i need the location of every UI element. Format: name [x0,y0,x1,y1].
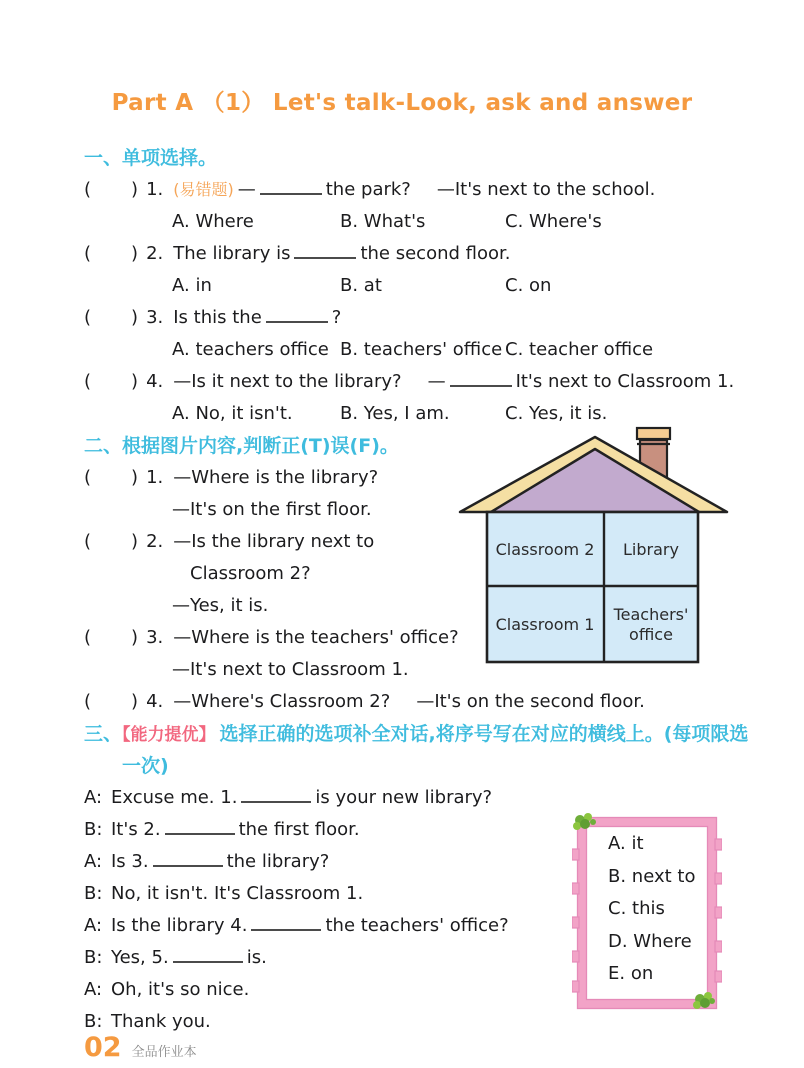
fill-in-blank [251,929,321,931]
page-number: 02 [84,1032,122,1063]
answer-text: It's next to Classroom 1. [515,371,735,392]
tf-question-2-continuation: Classroom 2? [190,563,311,584]
options-box-list [608,828,718,991]
tf-question-2-answer: —Yes, it is. [172,595,269,616]
mc-option: A. No, it isn't. [172,403,293,424]
answer-text: —It's on the second floor. [416,691,645,712]
mc-option: B. teachers' office [340,339,503,360]
question-text: —Where is the library? [173,467,379,488]
mc-option: C. on [505,275,552,296]
page-title: Part A （1） Let's talk-Look, ask and answer [111,90,693,116]
answer-bracket: ( ) [84,627,139,648]
speaker-label: A: [84,915,103,936]
question-number: 4. [146,371,164,392]
mc-option: B. What's [340,211,426,232]
section-instruction: 选择正确的选项补全对话,将序号写在对应的横线上。(每项限选 [219,723,749,745]
dialog-text: No, it isn't. It's Classroom 1. [111,883,364,904]
box-option: A. it [608,833,644,854]
answer-text: — [427,371,446,392]
speaker-label: B: [84,947,103,968]
dialog-text: Thank you. [111,1011,211,1032]
dialog-text: the teachers' office? [325,915,509,936]
tf-question-3-answer: —It's next to Classroom 1. [172,659,409,680]
question-number: 3. [146,307,164,328]
fill-in-blank [266,321,328,323]
box-option: D. Where [608,930,692,952]
answer-bracket: ( ) [84,531,139,552]
answer-bracket: ( ) [84,243,139,264]
question-text: the park? [325,179,411,200]
section-2-heading: 二、根据图片内容,判断正(T)误(F)。 [84,435,399,457]
answer-bracket: ( ) [84,691,139,712]
dialog-text: Is the library 4. [111,915,248,936]
room-label-teachers-office-line2: office [629,625,673,644]
mc-options-1 [0,206,804,238]
question-number: 1. [146,179,164,200]
fill-in-blank [241,801,311,803]
mc-option: C. Where's [505,211,602,232]
speaker-label: A: [84,851,103,872]
question-number: 4. [146,691,164,712]
question-number: 1. [146,467,164,488]
question-text: ? [331,307,342,328]
house-illustration [455,422,804,672]
mc-question-4 [0,366,804,398]
mc-options-3 [0,334,804,366]
question-text: — [237,179,256,200]
fill-in-blank [260,193,322,195]
box-option: B. next to [608,865,696,887]
fill-in-blank [153,865,223,867]
speaker-label: B: [84,819,103,840]
question-text: The library is [173,243,291,264]
room-label-classroom-2: Classroom 2 [495,540,595,559]
dialog-text: is. [246,947,267,968]
room-label-teachers-office: Teachers' [613,605,689,624]
answer-bracket: ( ) [84,467,139,488]
brand-name: 全品作业本 [131,1045,197,1060]
mc-question-3 [0,302,804,334]
mc-question-1 [0,174,804,206]
speaker-label: B: [84,883,103,904]
page-footer [84,1032,197,1063]
mc-option: A. in [172,275,212,296]
fill-in-blank [450,385,512,387]
answer-bracket: ( ) [84,371,139,392]
section-1-heading: 一、单项选择。 [84,147,218,169]
fill-in-blank [173,961,243,963]
dialog-text: Oh, it's so nice. [111,979,250,1000]
question-text: —Where's Classroom 2? [173,691,391,712]
speaker-label: A: [84,787,103,808]
section-3-heading [0,718,804,750]
question-text: —Is the library next to [173,531,375,552]
dialog-line-1 [0,782,804,814]
fill-in-blank [165,833,235,835]
fill-in-blank [294,257,356,259]
question-number: 2. [146,243,164,264]
room-label-library: Library [623,540,679,559]
mc-question-2 [0,238,804,270]
tf-question-4 [0,686,804,718]
mc-option: B. at [340,275,382,296]
speaker-label: A: [84,979,103,1000]
question-text: —Is it next to the library? [173,371,402,392]
dialog-text: Yes, 5. [111,947,169,968]
tf-question-1-answer: —It's on the first floor. [172,499,372,520]
question-number: 3. [146,627,164,648]
mc-option: A. Where [172,211,254,232]
question-number: 2. [146,531,164,552]
mc-option: C. Yes, it is. [505,403,608,424]
title-wrap [0,0,804,114]
dialog-text: the library? [226,851,330,872]
section-3-heading-line2: 一次) [122,755,169,777]
room-label-classroom-1: Classroom 1 [495,615,595,634]
question-text: Is this the [173,307,262,328]
dialog-text: Excuse me. 1. [111,787,238,808]
question-text: —Where is the teachers' office? [173,627,459,648]
answer-text: —It's next to the school. [436,179,656,200]
mc-option: C. teacher office [505,339,654,360]
answer-bracket: ( ) [84,179,139,200]
ability-boost-tag: 【能力提优】 [122,725,216,745]
dialog-text: Is 3. [111,851,149,872]
dialog-text: the first floor. [238,819,360,840]
answer-bracket: ( ) [84,307,139,328]
section-number: 三、 [84,723,123,745]
mc-option: A. teachers office [172,339,329,360]
mc-options-2 [0,270,804,302]
mc-option: B. Yes, I am. [340,403,450,424]
box-option: E. on [608,963,654,984]
error-prone-tag: (易错题) [173,180,234,199]
speaker-label: B: [84,1011,103,1032]
dialog-text: It's 2. [111,819,161,840]
question-text: the second floor. [360,243,511,264]
box-option: C. this [608,898,665,919]
dialog-text: is your new library? [315,787,493,808]
